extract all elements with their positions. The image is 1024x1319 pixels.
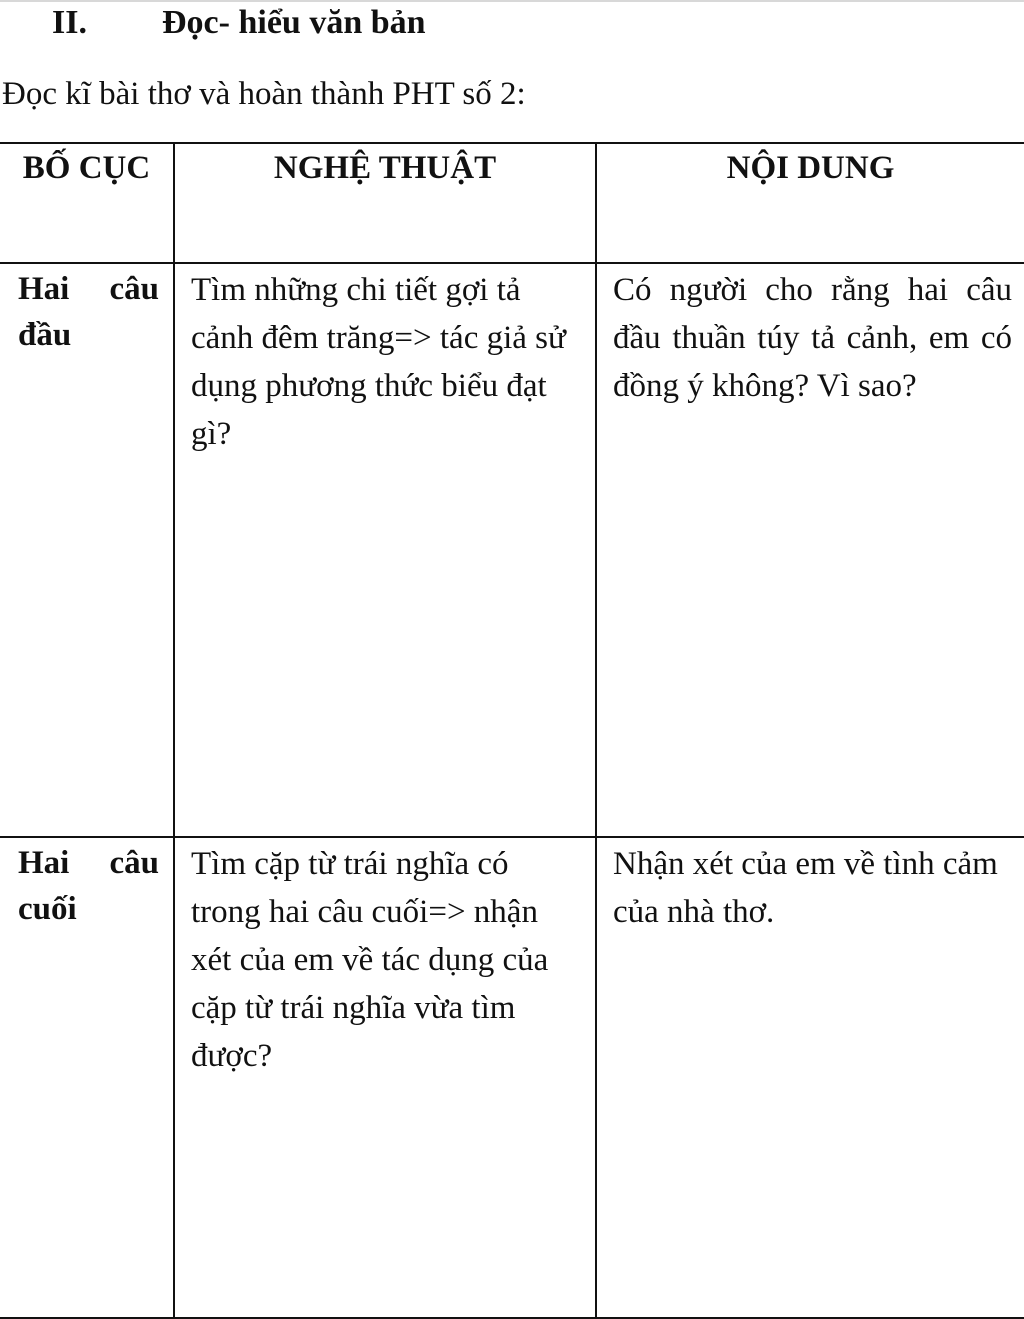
- nghe-thuat-cell[interactable]: [174, 837, 596, 1318]
- noi-dung-prompt: Nhận xét của em về tình cảm của nhà thơ.: [613, 846, 998, 930]
- nghe-thuat-cell[interactable]: [174, 263, 596, 837]
- noi-dung-cell[interactable]: [596, 263, 1024, 837]
- header-bo-cuc: BỐ CỤC: [0, 143, 174, 263]
- row-label: Hai câu đầu: [18, 271, 159, 353]
- header-nghe-thuat: NGHỆ THUẬT: [174, 143, 596, 263]
- header-noi-dung: NỘI DUNG: [596, 143, 1024, 263]
- row-label: Hai câu cuối: [18, 845, 159, 927]
- section-title: Đọc- hiểu văn bản: [162, 4, 426, 41]
- table-header-row: [0, 143, 1024, 263]
- section-number: II.: [52, 4, 87, 41]
- instruction-text: Đọc kĩ bài thơ và hoàn thành PHT số 2:: [2, 76, 526, 112]
- row-label-cell: [0, 263, 174, 837]
- row-label-cell: [0, 837, 174, 1318]
- noi-dung-prompt: Có người cho rằng hai câu đầu thuần túy tả cảnh, em có đồng ý không? Vì sao?: [613, 272, 1012, 404]
- table-row: [0, 837, 1024, 1318]
- table-row: [0, 263, 1024, 837]
- nghe-thuat-prompt: Tìm cặp từ trái nghĩa có trong hai câu cuối=> nhận xét của em về tác dụng của cặp từ trái nghĩa vừa tìm được?: [191, 846, 549, 1074]
- top-divider: [0, 0, 1024, 2]
- worksheet-table: [0, 142, 1024, 1319]
- noi-dung-cell[interactable]: [596, 837, 1024, 1318]
- nghe-thuat-prompt: Tìm những chi tiết gợi tả cảnh đêm trăng=> tác giả sử dụng phương thức biểu đạt gì?: [191, 272, 566, 452]
